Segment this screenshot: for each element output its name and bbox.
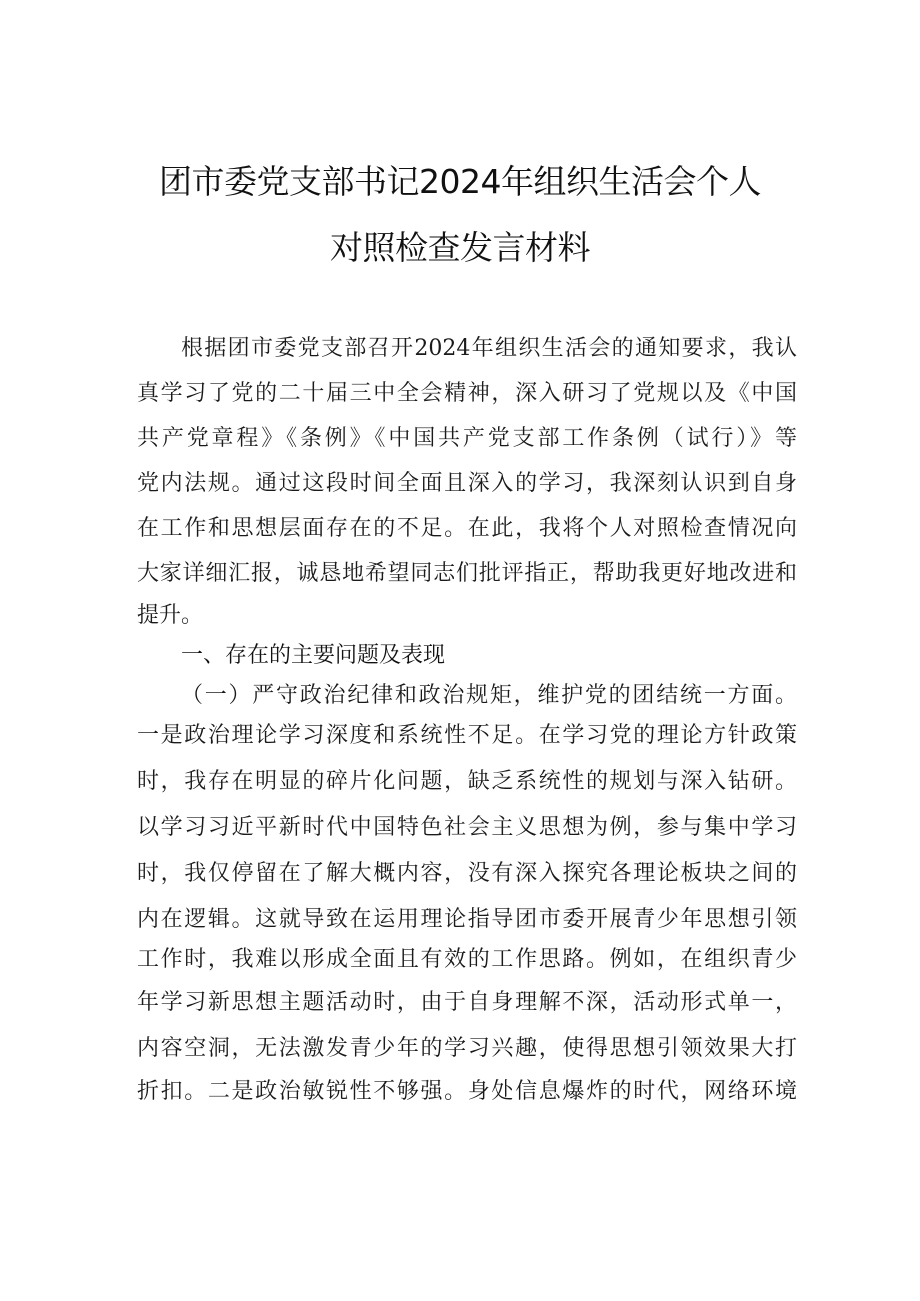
- paragraph-line: 共产党章程》《条例》《中国共产党支部工作条例（试行）》等: [137, 426, 797, 451]
- paragraph-line: 提升。: [137, 603, 204, 628]
- paragraph-line: （一）严守政治纪律和政治规矩，维护党的团结统一方面。: [181, 683, 797, 708]
- paragraph-line: 以学习习近平新时代中国特色社会主义思想为例，参与集中学习: [137, 815, 797, 840]
- section-heading: 一、存在的主要问题及表现: [181, 643, 446, 668]
- paragraph-line: 内容空洞，无法激发青少年的学习兴趣，使得思想引领效果大打: [137, 1036, 797, 1061]
- paragraph-line: 年学习新思想主题活动时，由于自身理解不深，活动形式单一，: [137, 990, 797, 1015]
- paragraph-line: 内在逻辑。这就导致在运用理论指导团市委开展青少年思想引领: [137, 907, 797, 932]
- document-title-line-1: 团市委党支部书记2024年组织生活会个人: [159, 162, 761, 201]
- paragraph-line: 折扣。二是政治敏锐性不够强。身处信息爆炸的时代，网络环境: [137, 1079, 797, 1104]
- paragraph-line: 在工作和思想层面存在的不足。在此，我将个人对照检查情况向: [137, 516, 797, 541]
- document-title-line-2: 对照检查发言材料: [330, 228, 590, 267]
- paragraph-line: 时，我存在明显的碎片化问题，缺乏系统性的规划与深入钻研。: [137, 769, 797, 794]
- paragraph-line: 真学习了党的二十届三中全会精神，深入研习了党规以及《中国: [137, 381, 797, 406]
- paragraph-line: 根据团市委党支部召开2024年组织生活会的通知要求，我认: [181, 336, 797, 361]
- paragraph-line: 一是政治理论学习深度和系统性不足。在学习党的理论方针政策: [137, 723, 797, 748]
- paragraph-line: 工作时，我难以形成全面且有效的工作思路。例如，在组织青少: [137, 947, 797, 972]
- paragraph-line: 大家详细汇报，诚恳地希望同志们批评指正，帮助我更好地改进和: [137, 561, 797, 586]
- paragraph-line: 党内法规。通过这段时间全面且深入的学习，我深刻认识到自身: [137, 471, 797, 496]
- paragraph-line: 时，我仅停留在了解大概内容，没有深入探究各理论板块之间的: [137, 861, 797, 886]
